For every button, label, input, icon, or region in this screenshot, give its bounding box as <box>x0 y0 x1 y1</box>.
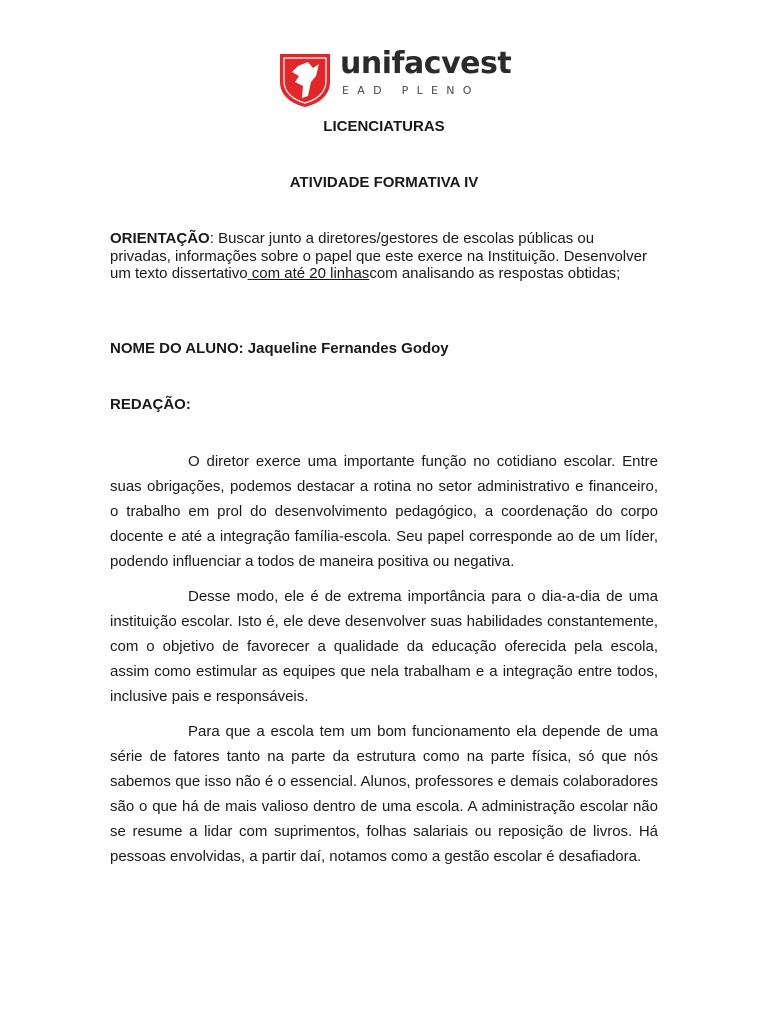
logo-subtitle: EAD PLENO <box>342 84 480 97</box>
orientacao-text-2: com analisando as respostas obtidas; <box>369 265 621 282</box>
shield-logo-icon <box>278 52 332 108</box>
orientacao-paragraph <box>110 230 658 283</box>
logo-wordmark: unifacvest <box>340 46 512 81</box>
heading-atividade: ATIVIDADE FORMATIVA IV <box>289 174 479 191</box>
student-name: NOME DO ALUNO: Jaqueline Fernandes Godoy <box>110 340 449 357</box>
essay-paragraph: Desse modo, ele é de extrema importância para o dia-a-dia de uma instituição escolar. Isto é, ele deve desenvolver suas habilidades constantemente, com o objetivo de favorecer a qualidade da educação oferecida pela escola, assim como estimular as equipes que nela trabalham e a integração entre todos, inclusive pais e responsáveis. <box>110 588 658 705</box>
orientacao-label: ORIENTAÇÃO <box>110 230 210 247</box>
redacao-label: REDAÇÃO: <box>110 396 191 413</box>
orientacao-underlined: com até 20 linhas <box>247 265 370 282</box>
orientacao-text-1: : Buscar junto a diretores/gestores de escolas públicas ou privadas, informações sobre o papel que este exerce na Instituição. Desenvolver um texto dissertativo <box>110 230 647 282</box>
essay-paragraph: Para que a escola tem um bom funcionamento ela depende de uma série de fatores tanto na parte da estrutura como na parte física, só que nós sabemos que isso não é o essencial. Alunos, professores e demais colaboradores são o que há de mais valioso dentro de uma escola. A administração escolar não se resume a lidar com suprimentos, folhas salariais ou reposição de livros. Há pessoas envolvidas, a partir daí, notamos como a gestão escolar é desafiadora. <box>110 723 658 865</box>
heading-licenciaturas: LICENCIATURAS <box>323 118 445 135</box>
essay-paragraph: O diretor exerce uma importante função no cotidiano escolar. Entre suas obrigações, podemos destacar a rotina no setor administrativo e financeiro, o trabalho em prol do desenvolvimento pedagógico, a coordenação do corpo docente e até a integração família-escola. Seu papel corresponde ao de um líder, podendo influenciar a todos de maneira positiva ou negativa. <box>110 453 658 570</box>
unifacvest-logo <box>278 46 512 110</box>
essay-body <box>110 449 658 879</box>
